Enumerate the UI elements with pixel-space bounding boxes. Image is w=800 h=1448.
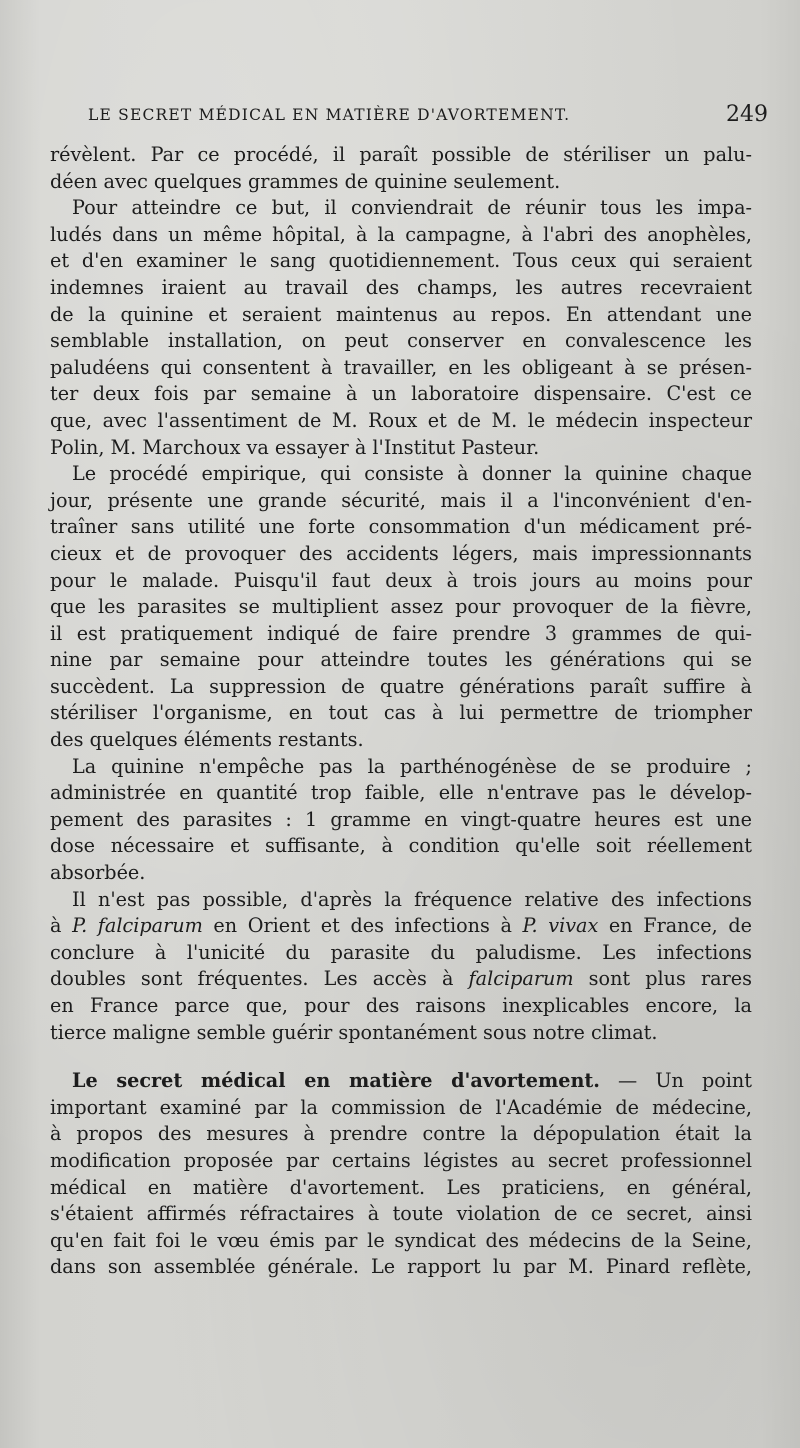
- species-name-italic: P. falciparum: [72, 914, 203, 938]
- text-line: que, avec l'assentiment de M. Roux et de M. le médecin inspecteur: [50, 408, 752, 432]
- text-line: ter deux fois par semaine à un laboratoire dispensaire. C'est ce: [50, 382, 752, 406]
- text-line: pement des parasites : 1 gramme en vingt-quatre heures est une: [50, 807, 752, 831]
- text-line: en France parce que, pour des raisons inexplicables encore, la: [50, 994, 752, 1017]
- text-line: pour le malade. Puisqu'il faut deux à trois jours au moins pour: [50, 568, 752, 592]
- running-head: [88, 104, 768, 132]
- text-line: tierce maligne semble guérir spontanément sous notre climat.: [50, 1020, 658, 1044]
- text-line: il est pratiquement indiqué de faire prendre 3 grammes de qui-: [50, 621, 752, 645]
- species-name-italic: P. vivax: [522, 914, 599, 938]
- paragraph-start-line: Il n'est pas possible, d'après la fréquence relative des infections: [72, 887, 752, 911]
- text-run: en Orient et des infections à: [202, 914, 523, 938]
- text-run: en France, de: [598, 914, 752, 938]
- text-line-with-species-name: [50, 966, 752, 993]
- text-run: à: [50, 914, 73, 938]
- section-heading: Le secret médical en matière d'avortement.: [72, 1069, 600, 1093]
- text-line: à propos des mesures à prendre contre la dépopulation était la: [50, 1122, 752, 1146]
- text-line: modification proposée par certains légistes au secret professionnel: [50, 1148, 752, 1172]
- text-line: conclure à l'unicité du parasite du paludisme. Les infections: [50, 940, 752, 964]
- running-title: LE SECRET MÉDICAL EN MATIÈRE D'AVORTEMENT.: [88, 106, 571, 124]
- text-line: révèlent. Par ce procédé, il paraît possible de stériliser un palu-: [50, 143, 752, 166]
- text-line: dans son assemblée générale. Le rapport lu par M. Pinard reflète,: [50, 1255, 752, 1279]
- text-line: que les parasites se multiplient assez pour provoquer de la fièvre,: [50, 595, 752, 619]
- section-heading-line: [50, 1068, 752, 1095]
- text-line: important examiné par la commission de l'Académie de médecine,: [50, 1095, 752, 1119]
- body-text: [50, 142, 752, 1281]
- text-line: dose nécessaire et suffisante, à condition qu'elle soit réellement: [50, 834, 752, 858]
- paragraph-start-line: Pour atteindre ce but, il conviendrait de réunir tous les impa-: [72, 196, 752, 220]
- text-line: traîner sans utilité une forte consommation d'un médicament pré-: [50, 515, 752, 539]
- text-run: doubles sont fréquentes. Les accès à: [50, 967, 469, 991]
- text-line: stériliser l'organisme, en tout cas à lui permettre de triompher: [50, 701, 752, 725]
- text-line: administrée en quantité trop faible, elle n'entrave pas le dévelop-: [50, 781, 752, 805]
- text-line: nine par semaine pour atteindre toutes les générations qui se: [50, 648, 752, 672]
- text-line: des quelques éléments restants.: [50, 728, 364, 752]
- text-line: succèdent. La suppression de quatre générations paraît suffire à: [50, 674, 752, 698]
- text-line: cieux et de provoquer des accidents légers, mais impressionnants: [50, 541, 752, 565]
- text-line-with-species-names: [50, 913, 752, 940]
- species-name-italic: falciparum: [468, 967, 574, 991]
- text-line: semblable installation, on peut conserver en convalescence les: [50, 329, 752, 353]
- text-line: médical en matière d'avortement. Les praticiens, en général,: [50, 1175, 752, 1199]
- text-line: de la quinine et seraient maintenus au repos. En attendant une: [50, 302, 752, 326]
- paragraph-start-line: La quinine n'empêche pas la parthénogénèse de se produire ;: [72, 754, 752, 778]
- text-line: déen avec quelques grammes de quinine seulement.: [50, 169, 561, 193]
- text-line: paludéens qui consentent à travailler, en les obligeant à se présen-: [50, 355, 752, 379]
- text-line: jour, présente une grande sécurité, mais il a l'inconvénient d'en-: [50, 488, 752, 512]
- page-number: 249: [726, 102, 768, 127]
- text-line: qu'en fait foi le vœu émis par le syndicat des médecins de la Seine,: [50, 1228, 752, 1252]
- text-run: sont plus rares: [573, 967, 752, 991]
- text-line: absorbée.: [50, 861, 146, 885]
- text-line: indemnes iraient au travail des champs, les autres recevraient: [50, 275, 752, 299]
- text-run: — Un point: [599, 1069, 752, 1093]
- paragraph-start-line: Le procédé empirique, qui consiste à donner la quinine chaque: [72, 462, 752, 486]
- text-line: Polin, M. Marchoux va essayer à l'Institut Pasteur.: [50, 435, 540, 459]
- text-line: s'étaient affirmés réfractaires à toute violation de ce secret, ainsi: [50, 1202, 752, 1226]
- text-line: et d'en examiner le sang quotidiennement. Tous ceux qui seraient: [50, 249, 752, 273]
- text-line: ludés dans un même hôpital, à la campagne, à l'abri des anophèles,: [50, 222, 752, 246]
